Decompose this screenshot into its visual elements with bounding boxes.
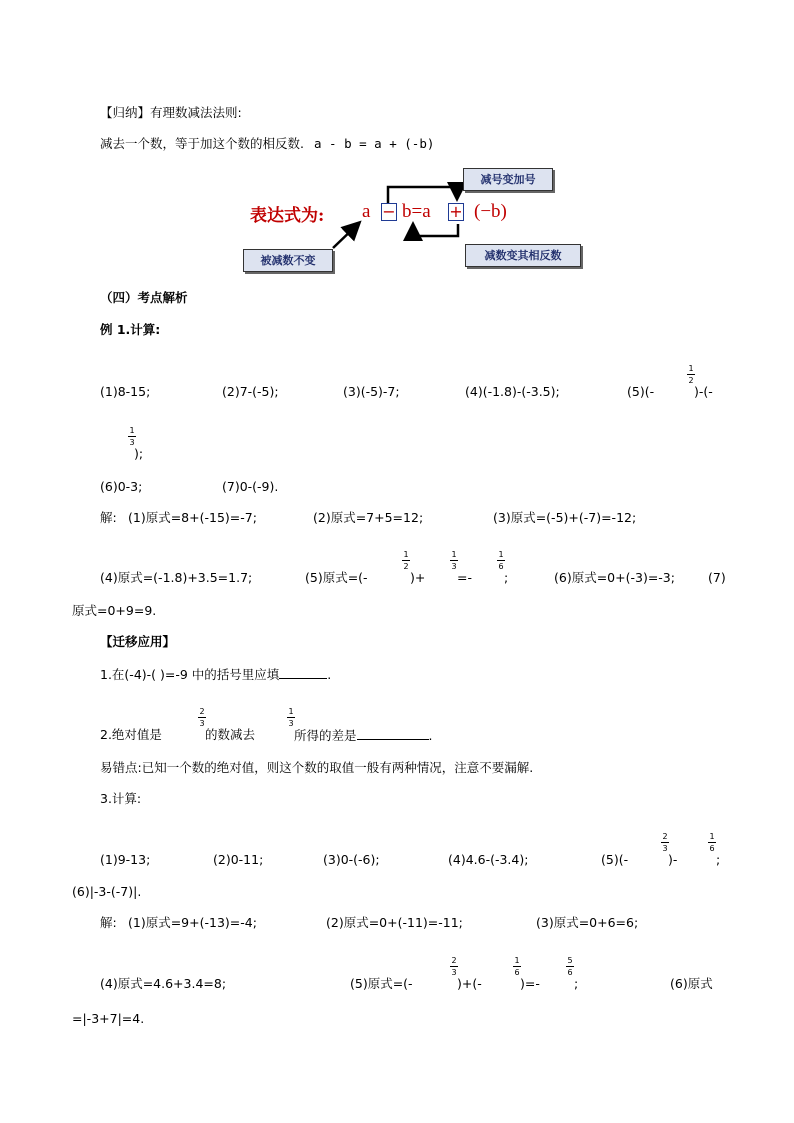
frac-num: 1 — [129, 426, 135, 435]
frac-den: 6 — [498, 562, 504, 571]
q3-solution-5-mid: )+(- — [457, 976, 482, 991]
plus-box: + — [449, 202, 463, 221]
frac-num: 1 — [688, 364, 694, 373]
question-2-suffix — [294, 727, 433, 744]
fraction-one-sixth — [708, 832, 716, 853]
q3-solution-1: (1)原式=9+(-13)=-4; — [128, 915, 257, 930]
fraction-one-half — [687, 364, 695, 385]
rule-formula: a - b = a + (-b) — [313, 136, 435, 151]
ex-problem-1: (1)8-15; — [100, 384, 151, 399]
frac-den: 3 — [129, 438, 135, 447]
q3-solution-5-tail: ; — [574, 976, 579, 991]
q3-problem-4: (4)4.6-(-3.4); — [448, 852, 529, 867]
question-1 — [100, 666, 331, 683]
frac-den: 3 — [451, 968, 457, 977]
question-2-prefix: 2.绝对值是 — [100, 727, 162, 742]
ex-problem-4: (4)(-1.8)-(-3.5); — [465, 384, 560, 399]
q3-problem-1: (1)9-13; — [100, 852, 151, 867]
ex-problem-7: (7)0-(-9). — [222, 479, 279, 494]
ex-solution-5-tail: ; — [504, 570, 509, 585]
frac-den: 6 — [709, 844, 715, 853]
transfer-title: 【迁移应用】 — [100, 634, 176, 649]
frac-num: 1 — [451, 550, 457, 559]
q3-solution-4: (4)原式=4.6+3.4=8; — [100, 976, 227, 991]
question-2-end: . — [428, 728, 433, 743]
ex-solution-4: (4)原式=(-1.8)+3.5=1.7; — [100, 570, 253, 585]
fraction-two-thirds — [661, 832, 669, 853]
question-1-end: . — [327, 667, 332, 682]
frac-den: 3 — [662, 844, 668, 853]
diagram-arrows — [0, 0, 794, 300]
frac-den: 3 — [451, 562, 457, 571]
ex-problem-5-prefix: (5)(- — [627, 384, 655, 399]
summary-title: 【归纳】有理数减法法则: — [100, 105, 242, 120]
fraction-one-third — [450, 550, 458, 571]
q3-solution-6-b: =|-3+7|=4. — [72, 1011, 145, 1026]
fraction-one-half — [402, 550, 410, 571]
ex-solution-2: (2)原式=7+5=12; — [313, 510, 424, 525]
ex-problem-3: (3)(-5)-7; — [343, 384, 400, 399]
rule-text: 减去一个数，等于加这个数的相反数. — [100, 136, 304, 151]
q3-problem-5-mid: )- — [668, 852, 678, 867]
frac-den: 3 — [288, 719, 294, 728]
ex-problem-6: (6)0-3; — [100, 479, 143, 494]
q3-solution-5-eq: )=- — [520, 976, 540, 991]
error-note: 易错点:已知一个数的绝对值，则这个数的取值一般有两种情况，注意不要漏解. — [100, 760, 534, 775]
callout-minuend: 被减数不变 — [243, 249, 333, 272]
q3-problem-5-tail: ; — [716, 852, 721, 867]
frac-num: 1 — [403, 550, 409, 559]
expr-b-eq-a: b=a — [402, 201, 431, 222]
fraction-one-sixth — [497, 550, 505, 571]
frac-den: 6 — [567, 968, 573, 977]
arrow-minuend — [333, 224, 358, 248]
fraction-one-third — [128, 426, 136, 447]
fraction-one-third-q2 — [287, 707, 295, 728]
question-2-mid: 的数减去 — [205, 727, 256, 742]
ex-problem-5-mid: )-(- — [694, 384, 713, 399]
ex-solution-label: 解: — [100, 510, 117, 525]
frac-num: 2 — [199, 707, 205, 716]
frac-den: 2 — [688, 376, 694, 385]
fraction-one-sixth — [513, 956, 521, 977]
frac-num: 1 — [709, 832, 715, 841]
question-3-title: 3.计算: — [100, 791, 142, 806]
section-title: （四）考点解析 — [100, 290, 188, 305]
ex-solution-5-eq: =- — [457, 570, 472, 585]
frac-den: 3 — [199, 719, 205, 728]
q3-solution-6-a: (6)原式 — [670, 976, 713, 991]
ex-problem-5-tail: ); — [134, 446, 144, 461]
ex-solution-7-b: 原式=0+9=9. — [72, 603, 157, 618]
fraction-five-sixths — [566, 956, 574, 977]
example-title: 例 1.计算: — [100, 322, 161, 337]
frac-num: 1 — [498, 550, 504, 559]
q3-problem-5-prefix: (5)(- — [601, 852, 629, 867]
answer-blank-1[interactable] — [279, 666, 327, 679]
frac-den: 6 — [514, 968, 520, 977]
frac-num: 2 — [451, 956, 457, 965]
fraction-two-thirds — [198, 707, 206, 728]
ex-solution-7-a: (7) — [708, 570, 726, 585]
ex-problem-2: (2)7-(-5); — [222, 384, 279, 399]
q3-problem-2: (2)0-11; — [213, 852, 264, 867]
ex-solution-5-prefix: (5)原式=(- — [305, 570, 368, 585]
ex-solution-1: (1)原式=8+(-15)=-7; — [128, 510, 257, 525]
fraction-two-thirds — [450, 956, 458, 977]
question-2-suffix-text: 所得的差是 — [294, 728, 357, 743]
q3-solution-label: 解: — [100, 915, 117, 930]
expression-label: 表达式为: — [250, 206, 325, 226]
frac-num: 5 — [567, 956, 573, 965]
q3-solution-5-prefix: (5)原式=(- — [350, 976, 413, 991]
expr-neg-b: (−b) — [474, 201, 507, 222]
answer-blank-2[interactable] — [357, 727, 429, 740]
frac-den: 2 — [403, 562, 409, 571]
frac-num: 1 — [514, 956, 520, 965]
arrow-neg-b-to-b — [413, 224, 458, 236]
q3-solution-3: (3)原式=0+6=6; — [536, 915, 639, 930]
q3-problem-6: (6)|-3-(-7)|. — [72, 884, 142, 899]
ex-solution-5-plus: )+ — [410, 570, 426, 585]
expr-a: a — [362, 201, 371, 222]
callout-subtrahend: 减数变其相反数 — [465, 244, 581, 267]
question-1-text: 1.在(-4)-( )=-9 中的括号里应填 — [100, 667, 280, 682]
ex-solution-3: (3)原式=(-5)+(-7)=-12; — [493, 510, 637, 525]
frac-num: 1 — [288, 707, 294, 716]
frac-num: 2 — [662, 832, 668, 841]
q3-problem-3: (3)0-(-6); — [323, 852, 380, 867]
q3-solution-2: (2)原式=0+(-11)=-11; — [326, 915, 463, 930]
callout-sign-change: 减号变加号 — [463, 168, 553, 191]
ex-solution-6: (6)原式=0+(-3)=-3; — [554, 570, 675, 585]
minus-box: − — [382, 202, 396, 221]
